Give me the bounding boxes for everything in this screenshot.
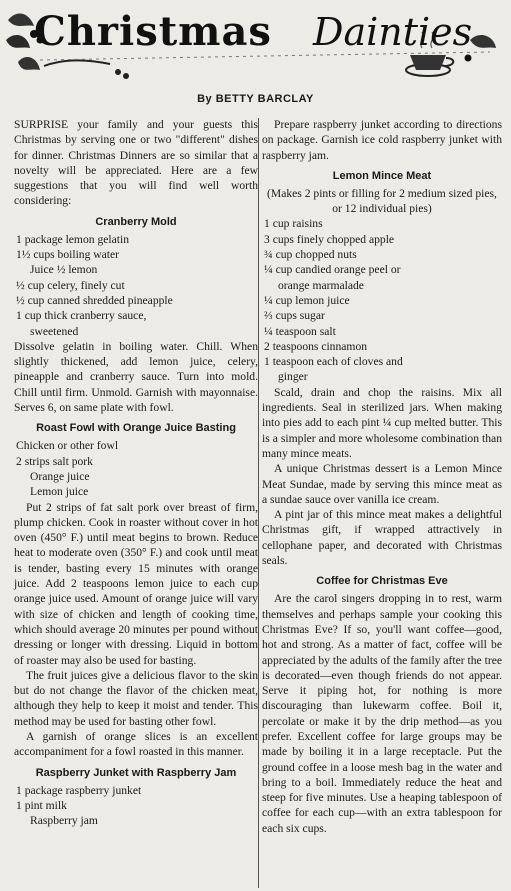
- ingredient-line: 1½ cups boiling water: [16, 248, 120, 262]
- left-column: [14, 117, 258, 828]
- cranberry-ingredients: [14, 232, 258, 339]
- coffee-heading: Coffee for Christmas Eve: [316, 575, 448, 588]
- lemon-mince-heading: Lemon Mince Meat: [332, 169, 432, 182]
- ingredient-line: orange marmalade: [278, 278, 364, 292]
- fowl-paragraph-2: The fruit juices give a delicious flavor to the skin but do not change the flavor of the chicken meat, although they help to keep it moist and tender. This method may be used for basting other fowl.: [14, 668, 258, 728]
- mince-paragraph-3: A pint jar of this mince meat makes a delightful Christmas gift, if wrapped attractively in cellophane paper, and decorated with Christmas seals.: [262, 508, 502, 568]
- ingredient-line: ginger: [278, 370, 308, 384]
- ingredient-line: Orange juice: [30, 469, 90, 483]
- ingredient-line: Juice ½ lemon: [30, 263, 98, 277]
- ingredient-line: ¼ cup lemon juice: [264, 293, 350, 307]
- cranberry-mold-heading: Cranberry Mold: [95, 215, 177, 228]
- ingredient-line: ¼ cup candied orange peel or: [264, 263, 401, 277]
- ingredient-line: Chicken or other fowl: [16, 439, 119, 453]
- roast-fowl-heading: Roast Fowl with Orange Juice Basting: [36, 422, 236, 435]
- title-christmas: Christmas: [34, 8, 272, 55]
- ingredient-line: 2 strips salt pork: [16, 454, 93, 468]
- mince-paragraph-2: A unique Christmas dessert is a Lemon Mince Meat Sundae, made by serving this mince meat as a sundae sauce over vanilla ice cream.: [262, 462, 502, 506]
- ingredient-line: 2 teaspoons cinnamon: [264, 339, 368, 353]
- ingredient-line: ¼ teaspoon salt: [264, 324, 336, 338]
- right-column: [262, 117, 502, 836]
- ingredient-line: 3 cups finely chopped apple: [264, 232, 395, 246]
- ingredient-line: Raspberry jam: [30, 814, 98, 828]
- ingredient-line: sweetened: [30, 324, 79, 338]
- ingredient-line: ¾ cup chopped nuts: [264, 248, 357, 262]
- junket-directions: Prepare raspberry junket according to directions on package. Garnish ice cold raspberry junket with raspberry jam.: [262, 118, 502, 162]
- byline: By BETTY BARCLAY: [197, 93, 314, 105]
- fowl-ingredients: [14, 438, 258, 499]
- ingredient-line: 1 cup thick cranberry sauce,: [16, 309, 147, 323]
- ingredient-line: 1 cup raisins: [264, 217, 323, 231]
- ingredient-line: 1 teaspoon each of cloves and: [264, 355, 403, 369]
- cranberry-directions: Dissolve gelatin in boiling water. Chill. When slightly thickened, add lemon juice, celery, pineapple and cranberry sauce. Turn into mold. Chill until firm. Unmold. Garnish with mayonnaise. Serves 6, on same plate with fowl.: [14, 339, 258, 415]
- mince-ingredients: [262, 216, 502, 384]
- ingredient-line: ⅔ cups sugar: [264, 309, 325, 323]
- masthead: [0, 0, 511, 92]
- raspberry-junket-heading: Raspberry Junket with Raspberry Jam: [35, 766, 237, 779]
- title-dainties: Dainties: [313, 10, 473, 54]
- ingredient-line: 1 pint milk: [16, 798, 67, 812]
- fowl-paragraph-1: Put 2 strips of fat salt pork over breast of firm, plump chicken. Cook in roaster without cover in hot oven (450° F.) until meat begins to brown. Reduce heat to moderate oven (350° F.) and cook until meat is tender, basting every 15 minutes with orange juice. Add 2 teaspoons lemon juice to each cup orange juice used. Amount of orange juice will vary with size of chicken and length of cooking time, which should average 20 minutes per pound without dressing or longer with dressing. Liquid in bottom of roaster may also be used for basting.: [14, 500, 258, 667]
- ingredient-line: ½ cup canned shredded pineapple: [16, 293, 173, 307]
- intro-paragraph: SURPRISE your family and your guests this Christmas by serving one or two "different" dishes for dinner. Christmas Dinners are so similar that a novelty will be appreciated. Here are a few suggestions that you will find well worth considering:: [14, 118, 258, 208]
- ingredient-line: Lemon juice: [30, 485, 89, 499]
- fowl-paragraph-3: A garnish of orange slices is an excellent accompaniment for a fowl roasted in this manner.: [14, 729, 258, 759]
- coffee-paragraph: Are the carol singers dropping in to rest, warm themselves and perhaps sample your cooking this Christmas Eve? If so, you'll want coffee—good, hot and strong. As a matter of fact, coffee will be appreciated by the adults of the family after the tree is decorated—even though friends do not appear. Serve it piping hot, for nothing is more discouraging than lukewarm coffee. Boil it, percolate or make it by the drip method—as you prefer. Excellent coffee for large groups may be made by boiling it in a large receptacle. Put the ground coffee in a loose mesh bag in the water and bring to a boil. Immediately reduce the heat and steep for five minutes. Use a heaping tablespoon of coffee for each cup—with an extra tablespoon for each six cups.: [262, 592, 502, 835]
- mince-paragraph-1: Scald, drain and chop the raisins. Mix all ingredients. Seal in sterilized jars. When making into pies add to each pint ¼ cup melted butter. This is a simpler and more wholesome combination than many mince meats.: [262, 385, 502, 460]
- mince-yield: (Makes 2 pints or filling for 2 medium sized pies, or 12 individual pies): [267, 186, 497, 216]
- ingredient-line: ½ cup celery, finely cut: [16, 278, 125, 292]
- ingredient-line: 1 package lemon gelatin: [16, 232, 129, 246]
- column-divider: [258, 118, 259, 888]
- junket-ingredients: [14, 783, 258, 829]
- ingredient-line: 1 package raspberry junket: [16, 783, 142, 797]
